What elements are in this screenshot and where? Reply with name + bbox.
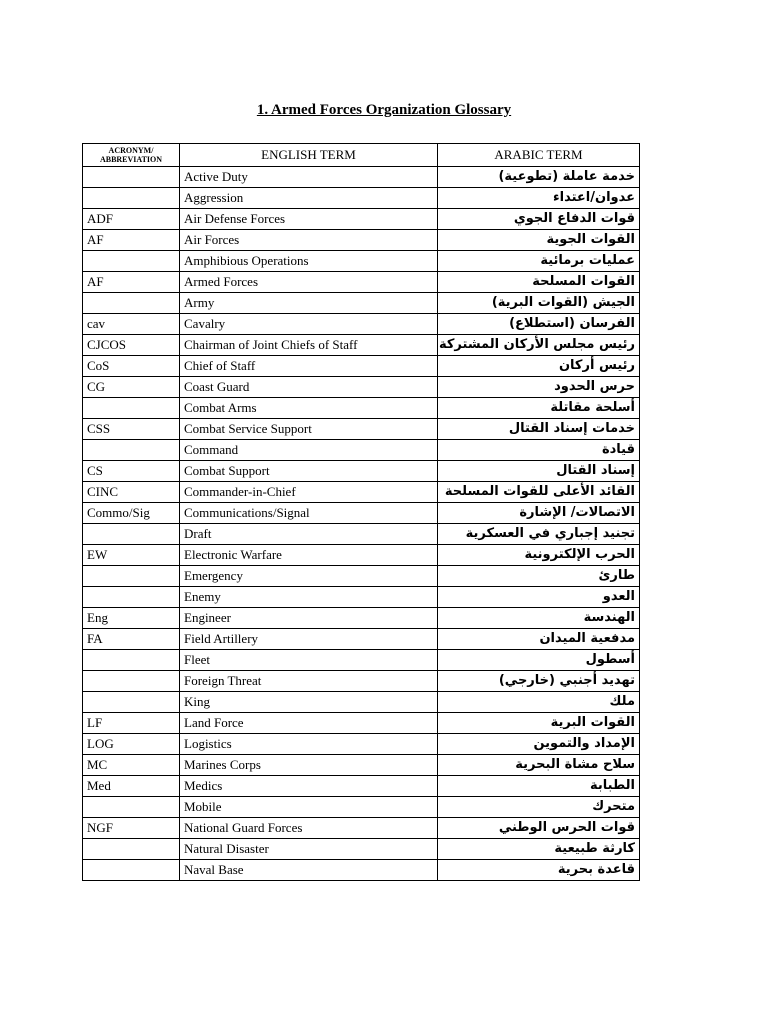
table-row [83, 608, 640, 629]
table-row [83, 398, 640, 419]
acronym-cell [83, 860, 180, 881]
arabic-term-cell: رئيس مجلس الأركان المشتركة [438, 335, 640, 356]
table-row [83, 230, 640, 251]
acronym-cell [83, 587, 180, 608]
acronym-cell: LF [83, 713, 180, 734]
english-term-cell: Land Force [180, 713, 438, 734]
table-row [83, 419, 640, 440]
english-term-cell: Engineer [180, 608, 438, 629]
table-row [83, 671, 640, 692]
acronym-cell: MC [83, 755, 180, 776]
arabic-term-cell: الاتصالات/ الإشارة [438, 503, 640, 524]
table-row [83, 524, 640, 545]
table-row [83, 650, 640, 671]
acronym-cell: CoS [83, 356, 180, 377]
english-term-cell: Enemy [180, 587, 438, 608]
table-row [83, 818, 640, 839]
table-row [83, 440, 640, 461]
english-term-cell: Commander-in-Chief [180, 482, 438, 503]
english-term-cell: Marines Corps [180, 755, 438, 776]
header-acronym: ACRONYM/ ABBREVIATION [83, 144, 180, 167]
page-title: 1. Armed Forces Organization Glossary [256, 102, 512, 118]
acronym-cell: AF [83, 272, 180, 293]
table-row [83, 566, 640, 587]
table-row [83, 776, 640, 797]
arabic-term-cell: متحرك [438, 797, 640, 818]
arabic-term-cell: قاعدة بحرية [438, 860, 640, 881]
acronym-cell [83, 440, 180, 461]
acronym-cell: ADF [83, 209, 180, 230]
acronym-cell [83, 650, 180, 671]
acronym-cell: FA [83, 629, 180, 650]
arabic-term-cell: الجيش (القوات البرية) [438, 293, 640, 314]
english-term-cell: Mobile [180, 797, 438, 818]
table-row [83, 839, 640, 860]
english-term-cell: Cavalry [180, 314, 438, 335]
arabic-term-cell: الفرسان (استطلاع) [438, 314, 640, 335]
arabic-term-cell: عدوان/اعتداء [438, 188, 640, 209]
acronym-cell: CG [83, 377, 180, 398]
table-row [83, 461, 640, 482]
arabic-term-cell: قوات الحرس الوطني [438, 818, 640, 839]
english-term-cell: Natural Disaster [180, 839, 438, 860]
header-english: ENGLISH TERM [180, 144, 438, 167]
table-row [83, 503, 640, 524]
arabic-term-cell: طارئ [438, 566, 640, 587]
english-term-cell: King [180, 692, 438, 713]
english-term-cell: Combat Service Support [180, 419, 438, 440]
header-row [83, 144, 640, 167]
arabic-term-cell: الهندسة [438, 608, 640, 629]
english-term-cell: Command [180, 440, 438, 461]
acronym-cell: Commo/Sig [83, 503, 180, 524]
english-term-cell: National Guard Forces [180, 818, 438, 839]
arabic-term-cell: القوات البرية [438, 713, 640, 734]
acronym-cell [83, 398, 180, 419]
acronym-cell: AF [83, 230, 180, 251]
table-row [83, 755, 640, 776]
glossary-body [83, 167, 640, 881]
table-row [83, 587, 640, 608]
table-row [83, 545, 640, 566]
english-term-cell: Logistics [180, 734, 438, 755]
table-row [83, 188, 640, 209]
acronym-cell: Med [83, 776, 180, 797]
table-row [83, 335, 640, 356]
arabic-term-cell: أسلحة مقاتلة [438, 398, 640, 419]
acronym-cell: EW [83, 545, 180, 566]
table-row [83, 272, 640, 293]
table-row [83, 209, 640, 230]
acronym-cell [83, 251, 180, 272]
header-arabic: ARABIC TERM [438, 144, 640, 167]
english-term-cell: Foreign Threat [180, 671, 438, 692]
arabic-term-cell: رئيس أركان [438, 356, 640, 377]
arabic-term-cell: خدمات إسناد القتال [438, 419, 640, 440]
table-row [83, 629, 640, 650]
table-row [83, 251, 640, 272]
table-row [83, 482, 640, 503]
arabic-term-cell: الإمداد والتموين [438, 734, 640, 755]
acronym-cell: LOG [83, 734, 180, 755]
acronym-cell [83, 671, 180, 692]
acronym-cell [83, 797, 180, 818]
english-term-cell: Communications/Signal [180, 503, 438, 524]
english-term-cell: Combat Arms [180, 398, 438, 419]
table-row [83, 713, 640, 734]
english-term-cell: Air Defense Forces [180, 209, 438, 230]
arabic-term-cell: سلاح مشاة البحرية [438, 755, 640, 776]
acronym-cell [83, 524, 180, 545]
english-term-cell: Active Duty [180, 167, 438, 188]
english-term-cell: Medics [180, 776, 438, 797]
english-term-cell: Chief of Staff [180, 356, 438, 377]
acronym-cell [83, 293, 180, 314]
acronym-cell [83, 839, 180, 860]
table-row [83, 860, 640, 881]
english-term-cell: Chairman of Joint Chiefs of Staff [180, 335, 438, 356]
arabic-term-cell: كارثة طبيعية [438, 839, 640, 860]
english-term-cell: Combat Support [180, 461, 438, 482]
arabic-term-cell: الحرب الإلكترونية [438, 545, 640, 566]
arabic-term-cell: الطبابة [438, 776, 640, 797]
arabic-term-cell: القوات الجوية [438, 230, 640, 251]
table-row [83, 314, 640, 335]
table-row [83, 377, 640, 398]
english-term-cell: Field Artillery [180, 629, 438, 650]
arabic-term-cell: عمليات برمائية [438, 251, 640, 272]
arabic-term-cell: القوات المسلحة [438, 272, 640, 293]
arabic-term-cell: ملك [438, 692, 640, 713]
table-row [83, 734, 640, 755]
english-term-cell: Army [180, 293, 438, 314]
english-term-cell: Draft [180, 524, 438, 545]
english-term-cell: Aggression [180, 188, 438, 209]
english-term-cell: Emergency [180, 566, 438, 587]
arabic-term-cell: خدمة عاملة (تطوعية) [438, 167, 640, 188]
acronym-cell: Eng [83, 608, 180, 629]
arabic-term-cell: أسطول [438, 650, 640, 671]
acronym-cell: CS [83, 461, 180, 482]
acronym-cell: CSS [83, 419, 180, 440]
acronym-cell: NGF [83, 818, 180, 839]
acronym-cell: CINC [83, 482, 180, 503]
english-term-cell: Armed Forces [180, 272, 438, 293]
acronym-cell [83, 188, 180, 209]
arabic-term-cell: قيادة [438, 440, 640, 461]
arabic-term-cell: القائد الأعلى للقوات المسلحة [438, 482, 640, 503]
acronym-cell [83, 692, 180, 713]
acronym-cell [83, 167, 180, 188]
arabic-term-cell: إسناد القتال [438, 461, 640, 482]
table-row [83, 293, 640, 314]
arabic-term-cell: العدو [438, 587, 640, 608]
table-row [83, 356, 640, 377]
english-term-cell: Coast Guard [180, 377, 438, 398]
arabic-term-cell: تجنيد إجباري في العسكرية [438, 524, 640, 545]
table-row [83, 692, 640, 713]
arabic-term-cell: حرس الحدود [438, 377, 640, 398]
arabic-term-cell: قوات الدفاع الجوي [438, 209, 640, 230]
english-term-cell: Electronic Warfare [180, 545, 438, 566]
english-term-cell: Air Forces [180, 230, 438, 251]
acronym-cell: cav [83, 314, 180, 335]
arabic-term-cell: تهديد أجنبي (خارجي) [438, 671, 640, 692]
english-term-cell: Amphibious Operations [180, 251, 438, 272]
glossary-table [82, 143, 640, 881]
english-term-cell: Naval Base [180, 860, 438, 881]
acronym-cell [83, 566, 180, 587]
arabic-term-cell: مدفعية الميدان [438, 629, 640, 650]
table-row [83, 167, 640, 188]
english-term-cell: Fleet [180, 650, 438, 671]
table-row [83, 797, 640, 818]
acronym-cell: CJCOS [83, 335, 180, 356]
